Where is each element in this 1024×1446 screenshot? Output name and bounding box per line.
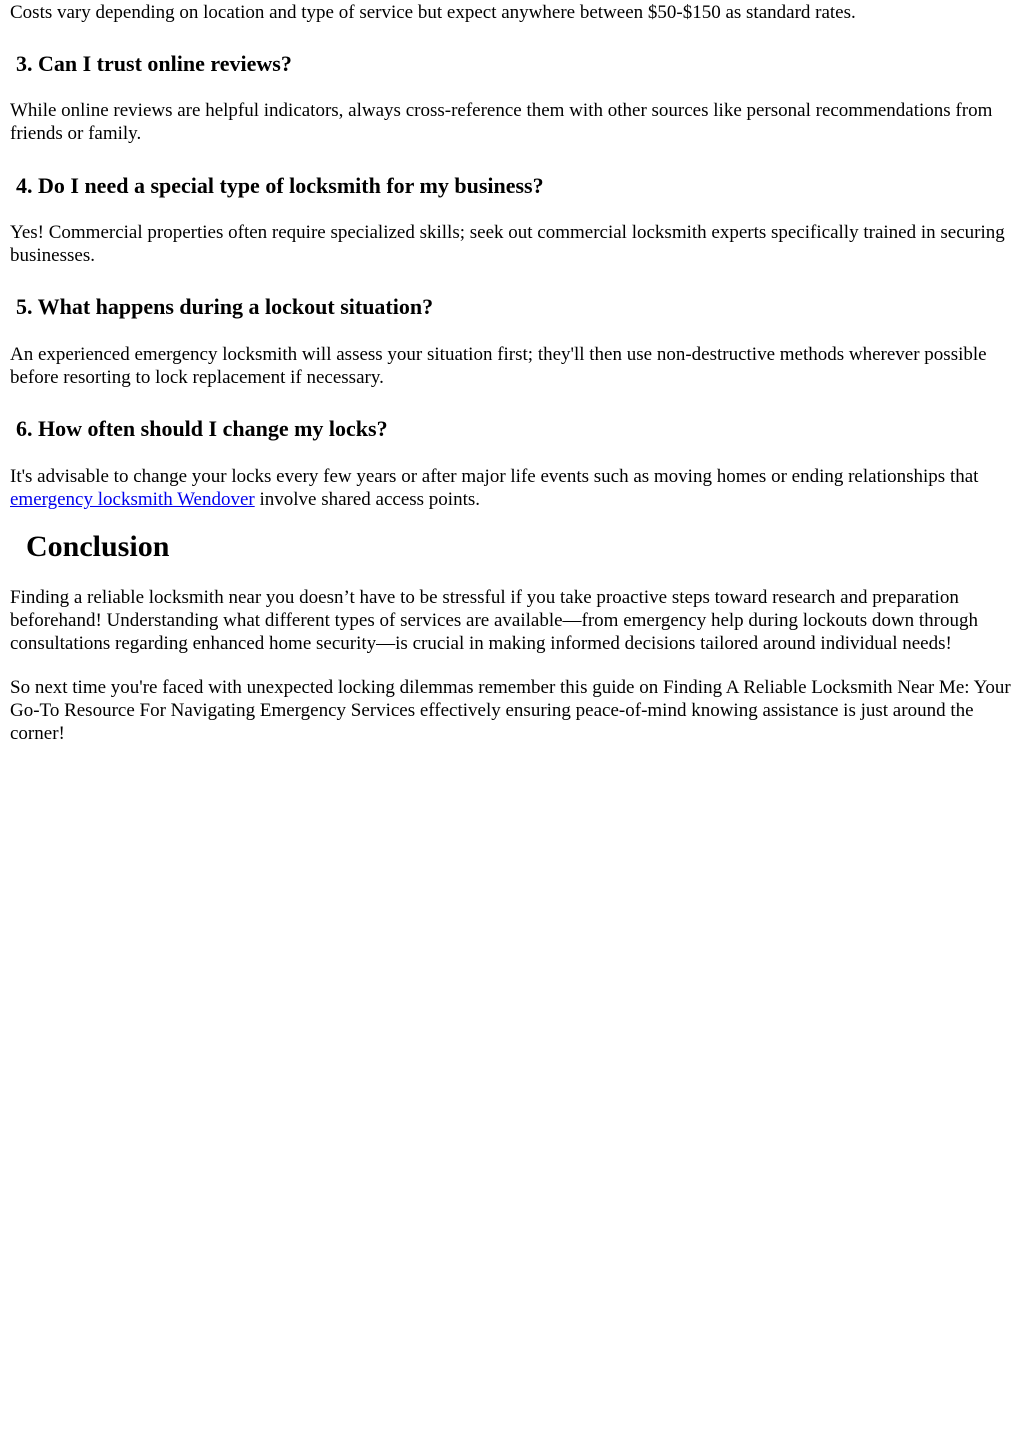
faq-answer-3: While online reviews are helpful indicators, always cross-reference them with other sources like personal recommendations from friends or family. xyxy=(10,100,993,144)
faq-answer-6 xyxy=(10,465,1014,511)
faq-question-3: 3. Can I trust online reviews? xyxy=(16,51,292,76)
conclusion-paragraph-2: So next time you're faced with unexpected locking dilemmas remember this guide on Finding A Reliable Locksmith Near Me: Your Go-To Resource For Navigating Emergency Services effectively ensuring peace-of-mind knowing assistance is just around the corner! xyxy=(10,677,1011,744)
faq-answer-6-text-after: involve shared access points. xyxy=(254,489,481,510)
faq-question-5: 5. What happens during a lockout situation? xyxy=(16,294,434,319)
faq-answer-6-text-before: It's advisable to change your locks every few years or after major life events such as moving homes or ending relationships that xyxy=(10,466,979,487)
faq-answer-2: Costs vary depending on location and type of service but expect anywhere between $50-$150 as standard rates. xyxy=(10,2,856,23)
conclusion-paragraph-1: Finding a reliable locksmith near you doesn’t have to be stressful if you take proactive steps toward research and preparation beforehand! Understanding what different types of services are available—from emergency help during lockouts down through consultations regarding enhanced home security—is crucial in making informed decisions tailored around individual needs! xyxy=(10,587,978,654)
conclusion-heading: Conclusion xyxy=(26,530,170,563)
faq-answer-5: An experienced emergency locksmith will assess your situation first; they'll then use non-destructive methods wherever possible before resorting to lock replacement if necessary. xyxy=(10,344,987,388)
faq-answer-4: Yes! Commercial properties often require specialized skills; seek out commercial locksmith experts specifically trained in securing businesses. xyxy=(10,222,1005,266)
faq-question-4: 4. Do I need a special type of locksmith for my business? xyxy=(16,173,544,198)
emergency-locksmith-wendover-link[interactable]: emergency locksmith Wendover xyxy=(10,489,255,510)
faq-question-6: 6. How often should I change my locks? xyxy=(16,416,388,441)
